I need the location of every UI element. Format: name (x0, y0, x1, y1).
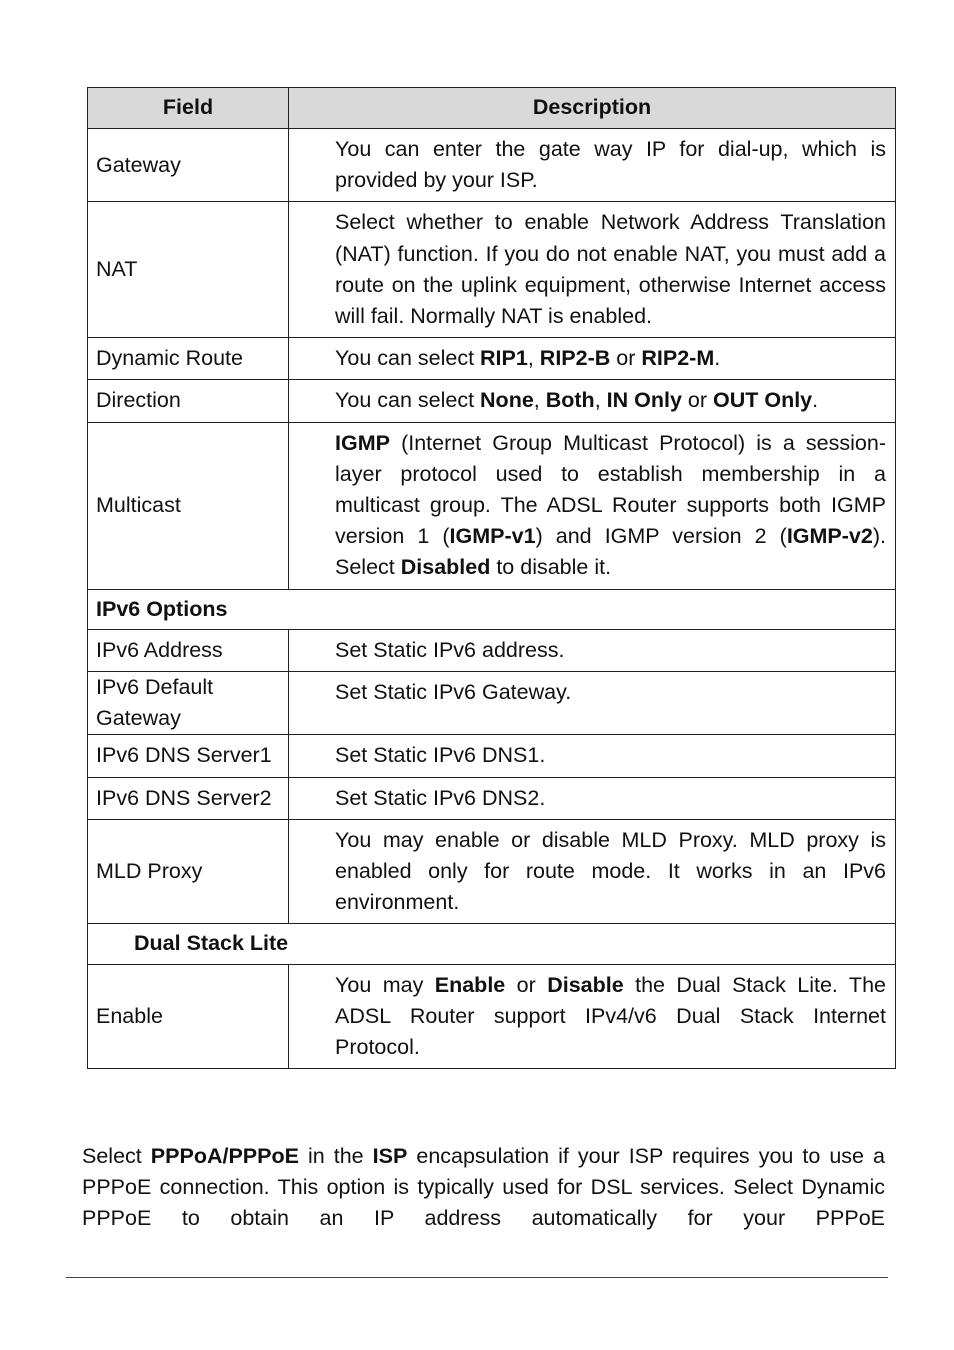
field-cell: IPv6 DNS Server1 (88, 735, 289, 777)
table-row-gateway (88, 129, 896, 202)
table-row-mld-proxy (88, 819, 896, 924)
field-description-table (87, 87, 896, 1069)
description-cell: You may Enable or Disable the Dual Stack Lite. The ADSL Router support IPv4/v6 Dual Stack Internet Protocol. (289, 964, 896, 1069)
table-row-dynamic-route (88, 338, 896, 380)
description-cell: Set Static IPv6 address. (289, 629, 896, 671)
description-column-header: Description (289, 88, 896, 129)
table-row-nat (88, 202, 896, 338)
description-cell: IGMP (Internet Group Multicast Protocol) is a session-layer protocol used to establish membership in a multicast group. The ADSL Router supports both IGMP version 1 (IGMP-v1) and IGMP version 2 (IGMP-v2). Select Disabled to disable it. (289, 422, 896, 589)
table-row-ipv6-default-gateway (88, 672, 896, 735)
field-cell: MLD Proxy (88, 819, 289, 924)
table-row-direction (88, 380, 896, 422)
description-cell: Set Static IPv6 DNS1. (289, 735, 896, 777)
field-cell: IPv6 Default Gateway (88, 672, 289, 735)
section-row-ipv6-options (88, 589, 896, 629)
description-cell: Set Static IPv6 DNS2. (289, 777, 896, 819)
field-cell: Direction (88, 380, 289, 422)
field-cell: Enable (88, 964, 289, 1069)
description-cell: You can enter the gate way IP for dial-up, which is provided by your ISP. (289, 129, 896, 202)
section-heading: Dual Stack Lite (88, 924, 896, 964)
field-cell: IPv6 DNS Server2 (88, 777, 289, 819)
section-heading: IPv6 Options (88, 589, 896, 629)
description-cell: Set Static IPv6 Gateway. (289, 672, 896, 735)
field-cell: Gateway (88, 129, 289, 202)
description-cell: Select whether to enable Network Address Translation (NAT) function. If you do not enable NAT, you must add a route on the uplink equipment, otherwise Internet access will fail. Normally NAT is enabled. (289, 202, 896, 338)
table-row-enable (88, 964, 896, 1069)
table-row-ipv6-dns-server2 (88, 777, 896, 819)
description-cell: You can select RIP1, RIP2-B or RIP2-M. (289, 338, 896, 380)
field-cell: Multicast (88, 422, 289, 589)
field-column-header: Field (88, 88, 289, 129)
description-cell: You can select None, Both, IN Only or OUT Only. (289, 380, 896, 422)
body-paragraph: Select PPPoA/PPPoE in the ISP encapsulation if your ISP requires you to use a PPPoE connection. This option is typically used for DSL services. Select Dynamic PPPoE to obtain an IP address automatically for your PPPoE (82, 1144, 886, 1231)
table-row-ipv6-dns-server1 (88, 735, 896, 777)
footer-divider (66, 1277, 888, 1278)
section-row-dual-stack-lite (88, 924, 896, 964)
table-header-row (88, 88, 896, 129)
field-cell: IPv6 Address (88, 629, 289, 671)
table-row-multicast (88, 422, 896, 589)
description-cell: You may enable or disable MLD Proxy. MLD proxy is enabled only for route mode. It works in an IPv6 environment. (289, 819, 896, 924)
field-cell: NAT (88, 202, 289, 338)
field-cell: Dynamic Route (88, 338, 289, 380)
table-row-ipv6-address (88, 629, 896, 671)
